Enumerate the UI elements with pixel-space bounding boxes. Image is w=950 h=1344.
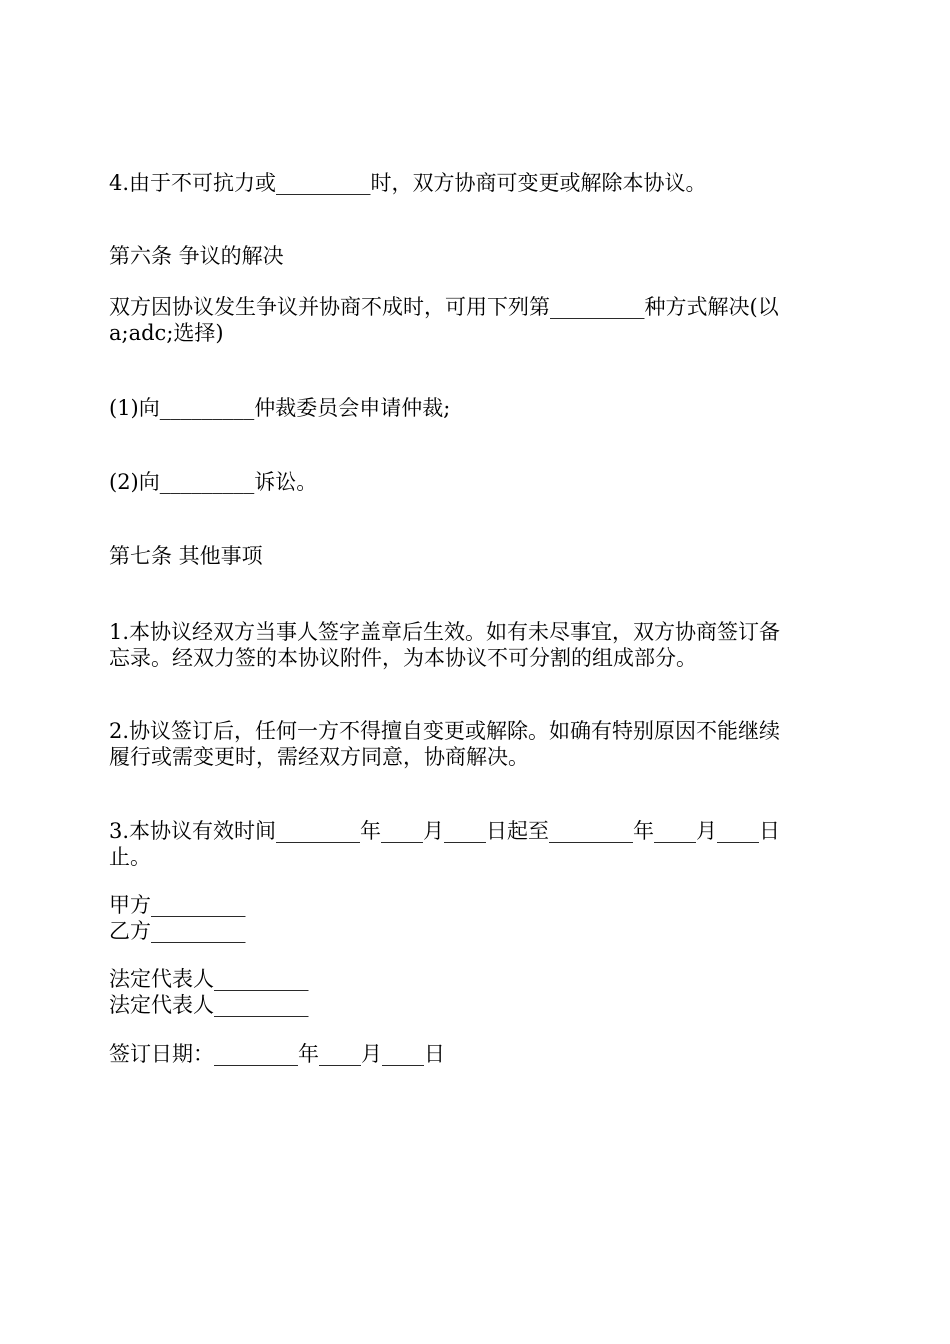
arbitration-option: (1)向_________仲裁委员会申请仲裁;	[109, 396, 451, 420]
clause-1-effectiveness-cont: 忘录。经双力签的本协议附件，为本协议不可分割的组成部分。	[109, 646, 697, 670]
litigation-option: (2)向_________诉讼。	[109, 470, 318, 494]
clause-4-force-majeure: 4.由于不可抗力或_________时，双方协商可变更或解除本协议。	[109, 171, 707, 195]
dispute-resolution-text-cont: a;adc;选择)	[109, 321, 224, 345]
clause-2-modification: 2.协议签订后，任何一方不得擅自变更或解除。如确有特别原因不能继续	[109, 719, 781, 743]
article-6-heading: 第六条 争议的解决	[109, 244, 284, 268]
party-b-signature: 乙方_________	[109, 919, 246, 943]
clause-3-validity-period: 3.本协议有效时间________年____月____日起至________年____月____日	[109, 819, 781, 843]
clause-1-effectiveness: 1.本协议经双方当事人签字盖章后生效。如有未尽事宜，双方协商签订备	[109, 620, 781, 644]
clause-3-validity-period-cont: 止。	[109, 845, 151, 869]
signing-date: 签订日期：________年____月____日	[109, 1042, 445, 1066]
article-7-heading: 第七条 其他事项	[109, 544, 263, 568]
party-a-signature: 甲方_________	[109, 893, 246, 917]
legal-representative-a: 法定代表人_________	[109, 967, 309, 991]
dispute-resolution-text: 双方因协议发生争议并协商不成时，可用下列第_________种方式解决(以	[109, 295, 779, 319]
clause-2-modification-cont: 履行或需变更时，需经双方同意，协商解决。	[109, 745, 529, 769]
legal-representative-b: 法定代表人_________	[109, 993, 309, 1017]
